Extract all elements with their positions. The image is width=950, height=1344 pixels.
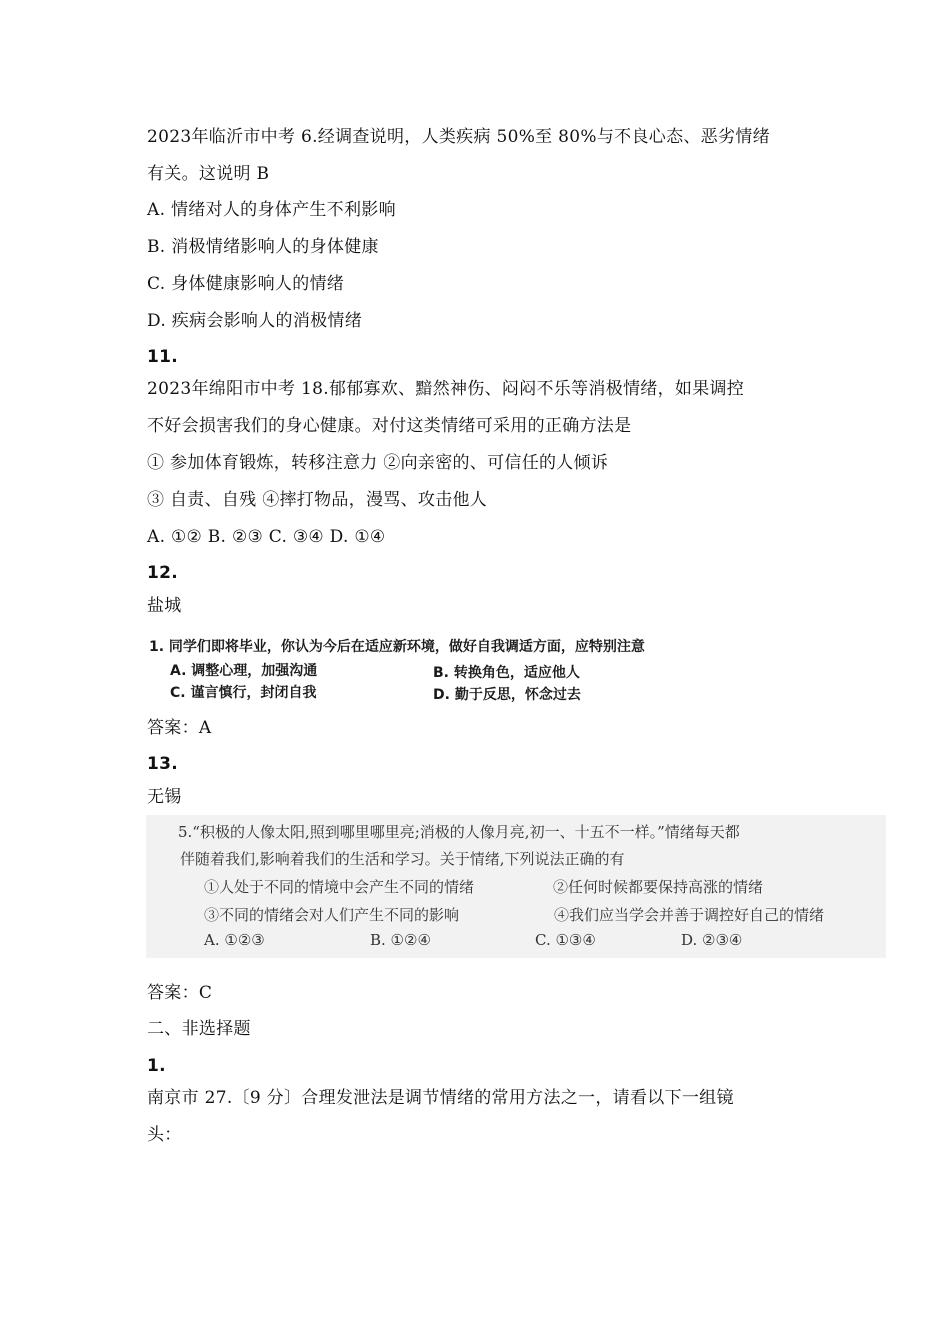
scan-choice-d: D. ②③④ [681, 931, 743, 949]
scan-stem: 1. 同学们即将毕业，你认为今后在适应新环境，做好自我调适方面，应特别注意 [149, 639, 645, 655]
scan-choice-c: C. ①③④ [535, 931, 596, 949]
question-linyi-stem-line2: 有关。这说明 B [147, 164, 270, 184]
section-2-question-1-line1: 南京市 27.〔9 分〕合理发泄法是调节情绪的常用方法之一，请看以下一组镜 [147, 1088, 734, 1108]
scan-stem-line1: 5.“积极的人像太阳,照到哪里哪里亮;消极的人像月亮,初一、十五不一样。”情绪每天都 [178, 823, 740, 841]
question-linyi-stem-line1: 2023年临沂市中考 6.经调查说明，人类疾病 50%至 80%与不良心态、恶劣情绪 [147, 127, 770, 147]
scan-choice-b: B. ①②④ [370, 931, 431, 949]
option-a: A. 情绪对人的身体产生不利影响 [147, 200, 396, 220]
scan-item-4: ④我们应当学会并善于调控好自己的情绪 [554, 906, 825, 924]
question-11-choices: A. ①② B. ②③ C. ③④ D. ①④ [147, 527, 386, 547]
scan-item-3: ③不同的情绪会对人们产生不同的影响 [204, 906, 460, 924]
scanned-question-yancheng [146, 632, 714, 706]
scan-option-a: A. 调整心理，加强沟通 [170, 663, 318, 679]
scan-option-d: D. 勤于反思，怀念过去 [433, 687, 581, 703]
question-number-12: 12. [147, 563, 179, 583]
question-number-13: 13. [147, 754, 179, 774]
question-11-items-line2: ③ 自责、自残 ④摔打物品，漫骂、攻击他人 [147, 490, 488, 510]
section-2-question-1-line2: 头： [147, 1125, 182, 1145]
option-d: D. 疾病会影响人的消极情绪 [147, 311, 363, 331]
scan-item-2: ②任何时候都要保持高涨的情绪 [553, 878, 764, 896]
question-13-city: 无锡 [147, 787, 182, 807]
scan-item-1: ①人处于不同的情境中会产生不同的情绪 [204, 878, 475, 896]
question-11-items-line1: ① 参加体育锻炼，转移注意力 ②向亲密的、可信任的人倾诉 [147, 453, 609, 473]
question-12-answer: 答案：A [147, 718, 212, 738]
question-12-city: 盐城 [147, 596, 182, 616]
option-c: C. 身体健康影响人的情绪 [147, 274, 345, 294]
scan-option-b: B. 转换角色，适应他人 [433, 665, 580, 681]
scan-option-c: C. 谨言慎行，封闭自我 [170, 685, 317, 701]
question-11-stem-line2: 不好会损害我们的身心健康。对付这类情绪可采用的正确方法是 [147, 416, 632, 436]
question-11-stem-line1: 2023年绵阳市中考 18.郁郁寡欢、黯然神伤、闷闷不乐等消极情绪，如果调控 [147, 379, 745, 399]
section-2-question-number-1: 1. [147, 1056, 166, 1076]
question-number-11: 11. [147, 347, 179, 367]
scan-stem-line2: 伴随着我们,影响着我们的生活和学习。关于情绪,下列说法正确的有 [180, 850, 625, 868]
option-b: B. 消极情绪影响人的身体健康 [147, 237, 379, 257]
section-2-title: 二、非选择题 [147, 1019, 251, 1039]
question-13-answer: 答案：C [147, 983, 213, 1003]
scan-choice-a: A. ①②③ [204, 931, 265, 949]
scanned-question-wuxi [146, 815, 886, 958]
